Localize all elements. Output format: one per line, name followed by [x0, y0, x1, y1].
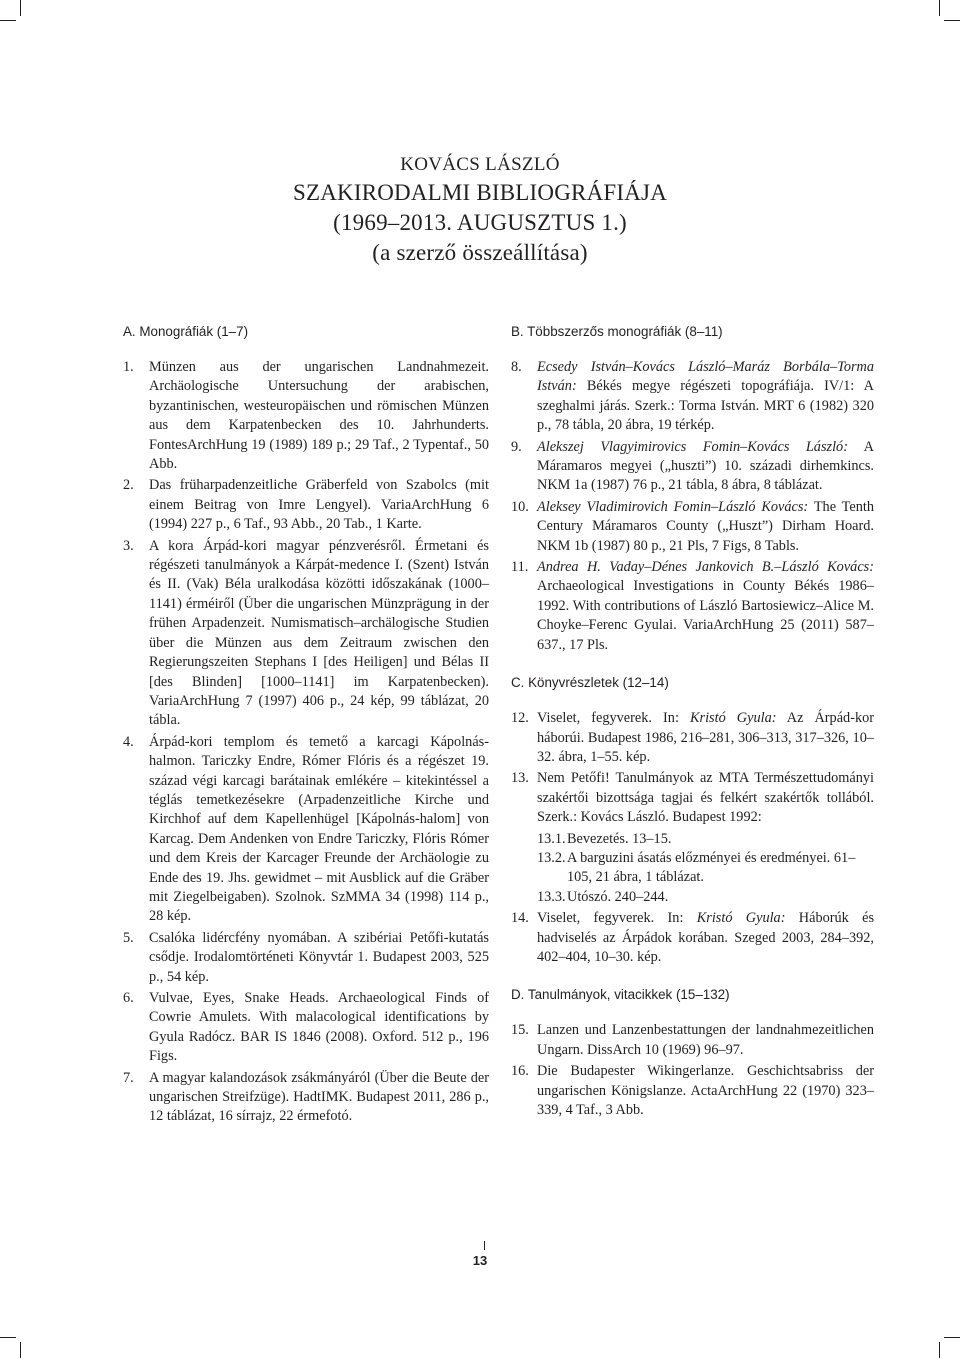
section-heading-b: B. Többszerzős monográfiák (8–11) [511, 324, 723, 339]
subentry-number: 13.3. [537, 888, 566, 905]
entry-number: 10. [511, 498, 529, 515]
section-heading-a: A. Monográfiák (1–7) [123, 324, 249, 339]
entry-text: The Tenth Century Máramaros County („Huszt”) Dirham Hoard. NKM 1b (1987) 80 p., 21 Pls, 7 Figs, 8 Tabls. [537, 498, 874, 554]
entry-number: 4. [123, 733, 134, 750]
bibliography-entry [123, 929, 489, 987]
entry-text: Árpád-kori templom és temető a karcagi Kápolnás-halmon. Tariczky Endre, Rómer Flóris és a régészet 19. század végi karcagi barátainak emlékére – kitekintéssel a téglás temetkezésekre (Arpadenzeitliche Kirche und Kirchhof auf dem Kapellenhügel [Kápolnás-halom] von Karcag. Dem Andenken von Endre Tariczky, Flóris Rómer und dem Kreis der Karcager Freunde der Archäologie zu Ende des 19. Jhs. gewidmet – mit Ausblick auf die Gräber mit Ziegelbeigaben). Szolnok. SzMMA 34 (1998) 114 p., 28 kép. [149, 733, 489, 925]
entry-text: Die Budapester Wikingerlanze. Geschichtsabriss der ungarischen Königslanze. ActaArchHung 22 (1970) 323–339, 4 Taf., 3 Abb. [537, 1063, 874, 1118]
entry-authors: Kristó Gyula: [696, 910, 786, 927]
section-heading-c: C. Könyvrészletek (12–14) [511, 675, 669, 691]
bibliography-entry [123, 733, 489, 927]
bibliography-entry [123, 537, 489, 731]
entry-text: Münzen aus der ungarischen Landnahmezeit. Archäologische Untersuchung der arabischen, byzantinischen, westeuropäischen und römischen Münzen aus dem Karpatenbecken des 10. Jahrhunderts. FontesArchHung 19 (1989) 189 p.; 29 Taf., 2 Typentaf., 50 Abb. [149, 359, 489, 473]
entry-number: 14. [511, 910, 529, 927]
entry-text: Az Árpád-kor háborúi. Budapest 1986, 216–281, 306–313, 317–326, 10–32. ábra, 1–55. kép. [537, 710, 875, 765]
entry-number: 15. [511, 1022, 529, 1039]
document-subtitle: (a szerző összeállítása) [372, 240, 588, 265]
entry-number: 3. [123, 537, 134, 554]
entry-text: Das früharpadenzeitliche Gräberfeld von Szabolcs (mit einem Beitrag von Imre Lengyel). VariaArchHung 6 (1994) 227 p., 6 Taf., 93 Abb., 20 Tab., 1 Karte. [149, 477, 489, 533]
right-column [511, 322, 874, 1122]
crop-mark [939, 0, 940, 16]
entry-authors: Ecsedy István–Kovács László–Maráz Borbála–Torma István: [537, 359, 874, 395]
crop-mark [0, 20, 16, 21]
crop-mark [20, 1342, 21, 1358]
bibliography-entry [511, 438, 874, 496]
title-block [0, 152, 960, 268]
bibliography-entry [123, 358, 489, 474]
bibliography-entry [123, 1069, 489, 1127]
entry-text: A Máramaros megyei („huszti”) 10. századi dirhemkincs. NKM 1a (1987) 76 p., 21 tábla, 8 ábra, 8 táblázat. [537, 438, 874, 494]
crop-mark [944, 1337, 960, 1338]
entry-prefix: Viselet, fegyverek. In: [537, 710, 690, 727]
entry-authors: Aleksey Vladimirovich Fomin–László Kovács: [537, 498, 809, 515]
entry-prefix: Viselet, fegyverek. In: [537, 910, 697, 927]
crop-mark [944, 20, 960, 21]
entry-text: Lanzen und Lanzenbestattungen der landnahmezeitlichen Ungarn. DissArch 10 (1969) 96–97. [537, 1022, 874, 1058]
bibliography-entry [511, 709, 874, 767]
entry-number: 8. [511, 359, 522, 375]
entry-number: 9. [511, 438, 522, 455]
crop-mark [939, 1342, 940, 1358]
author-name: KOVÁCS LÁSZLÓ [400, 154, 560, 175]
page-number-rule [484, 1241, 485, 1250]
subentry-text: Utószó. 240–244. [567, 888, 669, 905]
entry-authors: Kristó Gyula: [689, 710, 777, 727]
bibliography-entry [123, 989, 489, 1067]
entry-number: 16. [511, 1063, 529, 1080]
bibliography-subentry [537, 888, 874, 907]
subentry-text: Bevezetés. 13–15. [567, 830, 672, 847]
subentry-number: 13.2. [537, 849, 566, 866]
entry-number: 11. [511, 559, 529, 576]
bibliography-entry [511, 1062, 874, 1120]
crop-mark [0, 1337, 16, 1338]
entry-number: 2. [123, 477, 134, 494]
entry-text: Csalóka lidércfény nyomában. A szibériai Petőfi-kutatás csődje. Irodalomtörténeti Könyvtár 1. Budapest 2003, 525 p., 54 kép. [149, 929, 489, 985]
entry-text: Nem Petőfi! Tanulmányok az MTA Természettudományi szakértői bizottsága tagjai és felkért szakértők tollából. Szerk.: Kovács László. Budapest 1992: [537, 770, 874, 826]
subentry-number: 13.1. [537, 830, 566, 847]
entry-number: 5. [123, 929, 134, 946]
left-column [123, 322, 489, 1129]
entry-text: A magyar kalandozások zsákmányáról (Über die Beute der ungarischen Streifzüge). HadtIMK. Budapest 2011, 286 p., 12 táblázat, 16 sírrajz, 22 érmefotó. [149, 1069, 489, 1125]
document-title: SZAKIRODALMI BIBLIOGRÁFIÁJA [292, 180, 668, 205]
bibliography-entry [123, 476, 489, 534]
entry-number: 7. [123, 1069, 134, 1086]
entry-text: A kora Árpád-kori magyar pénzverésről. Érmetani és régészeti tanulmányok a Kárpát-medence I. (Szent) István és II. (Vak) Béla uralkodása közötti időszakának (1000–1141) érméiről (Über die ungarischen Münzprägung in der frühen Arpadenzeit. Numismatisch–archälogische Studien über die Münzen aus dem Zeitraum zwischen den Regierungszeiten Stephans I [des Heiligen] und Bélas II [des Blinden] [1000–1141] im Karpatenbecken). VariaArchHung 7 (1997) 406 p., 24 kép, 99 táblázat, 20 tábla. [149, 537, 489, 729]
entry-number: 6. [123, 990, 134, 1006]
bibliography-subentry [537, 849, 874, 888]
page-number: 13 [472, 1253, 488, 1268]
document-date-range: (1969–2013. AUGUSZTUS 1.) [333, 210, 627, 235]
bibliography-entry [511, 1021, 874, 1060]
entry-number: 13. [511, 770, 529, 787]
bibliography-entry [511, 558, 874, 655]
entry-text: Békés megye régészeti topográfiája. IV/1: A szeghalmi járás. Szerk.: Torma István. MRT 6 (1982) 320 p., 78 tábla, 20 ábra, 19 térkép. [537, 378, 874, 434]
entry-authors: Andrea H. Vaday–Dénes Jankovich B.–László Kovács: [537, 559, 874, 576]
subentry-text: A barguzini ásatás előzményei és eredményei. 61–105, 21 ábra, 1 táblázat. [567, 849, 856, 886]
entry-authors: Alekszej Vlagyimirovics Fomin–Kovács László: [537, 438, 848, 455]
section-heading-d: D. Tanulmányok, vitacikkek (15–132) [511, 987, 730, 1003]
bibliography-entry [511, 909, 874, 967]
entry-number: 12. [511, 710, 529, 727]
bibliography-entry [511, 358, 874, 436]
crop-mark [20, 0, 21, 16]
entry-text: Háborúk és hadviselés az Árpádok korában. Szeged 2003, 284–392, 402–404, 10–30. kép. [537, 910, 875, 965]
bibliography-entry [511, 769, 874, 827]
entry-text: Archaeological Investigations in County Békés 1986–1992. With contributions of László Bartosiewicz–Alice M. Choyke–Ferenc Gyulai. VariaArchHung 25 (2011) 587–637., 17 Pls. [537, 578, 874, 653]
entry-text: Vulvae, Eyes, Snake Heads. Archaeological Finds of Cowrie Amulets. With malacological identifications by Gyula Radócz. BAR IS 1846 (2008). Oxford. 512 p., 196 Figs. [149, 990, 489, 1065]
entry-number: 1. [123, 359, 134, 375]
bibliography-entry [511, 498, 874, 556]
bibliography-subentry [537, 830, 874, 849]
